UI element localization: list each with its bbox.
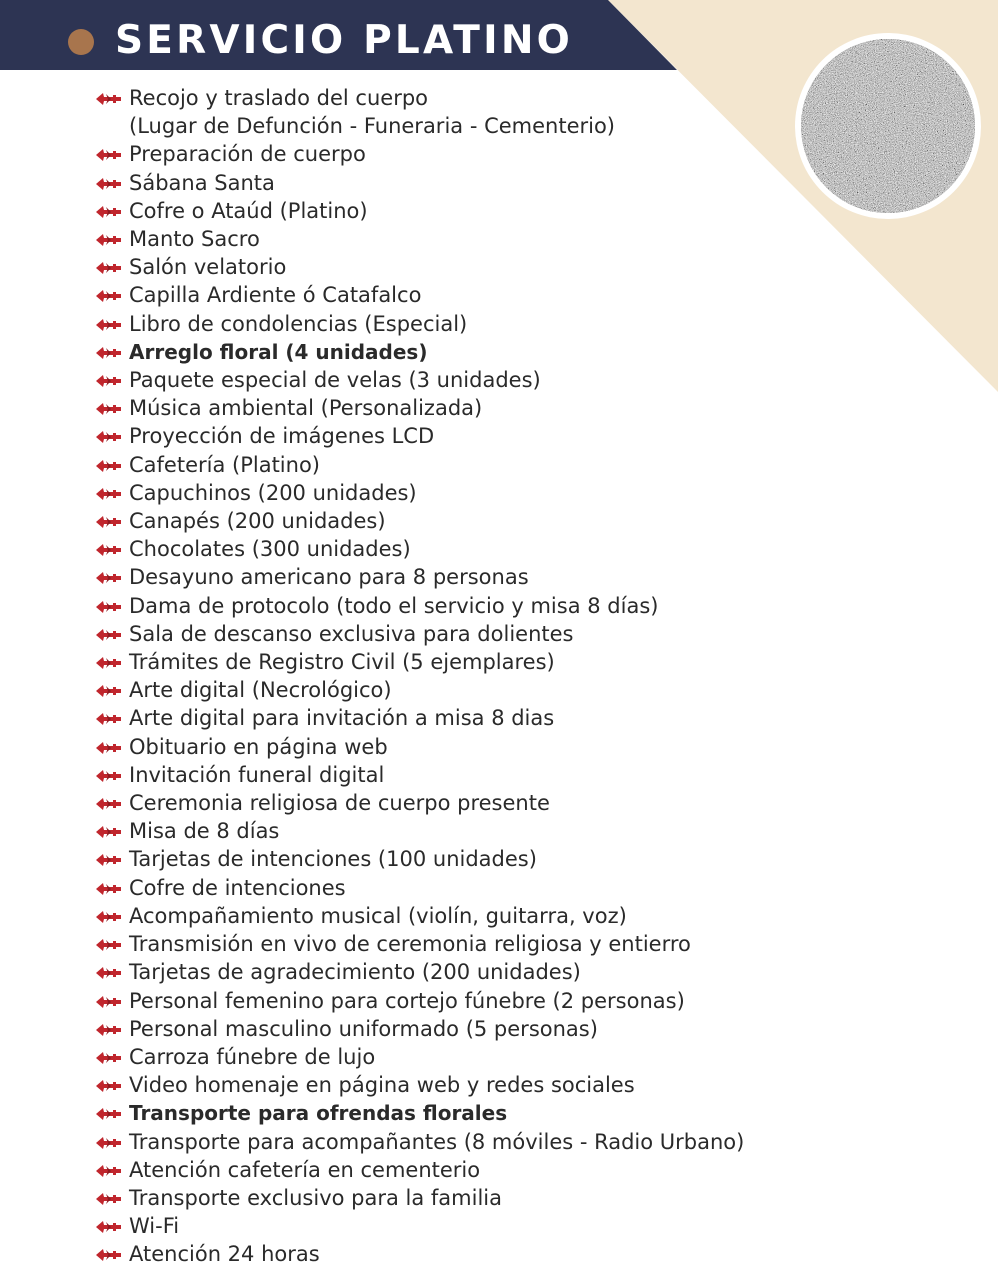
list-item-label: Personal masculino uniformado (5 personas): [129, 1016, 598, 1041]
list-item-label: Capilla Ardiente ó Catafalco: [129, 283, 422, 308]
fleur-arrow-icon: [94, 655, 122, 671]
fleur-arrow-icon: [94, 232, 122, 248]
fleur-arrow-icon: [94, 599, 122, 615]
list-item: [92, 1071, 744, 1099]
list-item-label: Wi-Fi: [129, 1214, 180, 1239]
fleur-arrow-icon: [94, 260, 122, 276]
fleur-arrow-icon: [94, 965, 122, 981]
service-items-list: [92, 84, 744, 1269]
list-item-label: Transmisión en vivo de ceremonia religiosa y entierro: [129, 932, 691, 957]
list-item-label: Obituario en página web: [129, 734, 388, 759]
fleur-arrow-icon: [94, 147, 122, 163]
header-dot-icon: [68, 29, 94, 55]
list-item: [92, 310, 744, 338]
list-item: [92, 1240, 744, 1268]
fleur-arrow-icon: [94, 204, 122, 220]
fleur-arrow-icon: [94, 1050, 122, 1066]
list-item: [92, 1043, 744, 1071]
fleur-arrow-icon: [94, 91, 122, 107]
list-item-label: Sábana Santa: [129, 170, 275, 195]
list-item-label: Música ambiental (Personalizada): [129, 396, 483, 421]
list-item: [92, 958, 744, 986]
list-item: [92, 225, 744, 253]
list-item-label: Acompañamiento musical (violín, guitarra, voz): [129, 903, 627, 928]
list-item-label: Personal femenino para cortejo fúnebre (2 personas): [129, 988, 685, 1013]
list-item-label: Carroza fúnebre de lujo: [129, 1044, 376, 1069]
page-title: SERVICIO PLATINO: [115, 18, 574, 63]
list-item-label: Cofre o Ataúd (Platino): [129, 198, 368, 223]
fleur-arrow-icon: [94, 1106, 122, 1122]
fleur-arrow-icon: [94, 937, 122, 953]
list-item-label: Libro de condolencias (Especial): [129, 311, 468, 336]
list-item: [92, 1156, 744, 1184]
list-item: [92, 817, 744, 845]
list-item: [92, 1212, 744, 1240]
list-item-label: Tarjetas de intenciones (100 unidades): [129, 847, 537, 872]
list-item: [92, 394, 744, 422]
list-item: [92, 140, 744, 168]
list-item: [92, 507, 744, 535]
fleur-arrow-icon: [94, 768, 122, 784]
list-item-label: Preparación de cuerpo: [129, 142, 366, 167]
list-item: [92, 535, 744, 563]
fleur-arrow-icon: [94, 1247, 122, 1263]
fleur-arrow-icon: [94, 317, 122, 333]
list-item-label: Cofre de intenciones: [129, 875, 346, 900]
list-item-label: Atención 24 horas: [129, 1242, 320, 1267]
fleur-arrow-icon: [94, 1022, 122, 1038]
list-item: [92, 733, 744, 761]
fleur-arrow-icon: [94, 627, 122, 643]
list-item-label: Paquete especial de velas (3 unidades): [129, 368, 541, 393]
list-item-label: Manto Sacro: [129, 227, 260, 252]
list-item: [92, 253, 744, 281]
list-item: [92, 874, 744, 902]
fleur-arrow-icon: [94, 176, 122, 192]
fleur-arrow-icon: [94, 401, 122, 417]
list-item-label: Sala de descanso exclusiva para dolientes: [129, 621, 574, 646]
list-item: [92, 987, 744, 1015]
list-item-label: Transporte exclusivo para la familia: [129, 1185, 503, 1210]
list-item-label: Ceremonia religiosa de cuerpo presente: [129, 791, 550, 816]
list-item-label: Atención cafetería en cementerio: [129, 1157, 481, 1182]
list-item-label: Tarjetas de agradecimiento (200 unidades): [129, 960, 581, 985]
list-item: [92, 1099, 744, 1127]
list-item-label: Video homenaje en página web y redes sociales: [129, 1073, 635, 1098]
list-item-label: Capuchinos (200 unidades): [129, 480, 417, 505]
list-item: [92, 451, 744, 479]
list-item: [92, 563, 744, 591]
list-item: [92, 620, 744, 648]
list-item: [92, 338, 744, 366]
list-item: [92, 281, 744, 309]
fleur-arrow-icon: [94, 486, 122, 502]
fleur-arrow-icon: [94, 1078, 122, 1094]
list-item: [92, 930, 744, 958]
fleur-arrow-icon: [94, 373, 122, 389]
list-item-label: Cafetería (Platino): [129, 452, 320, 477]
fleur-arrow-icon: [94, 881, 122, 897]
list-item-label: Salón velatorio: [129, 255, 287, 280]
list-item: [92, 422, 744, 450]
fleur-arrow-icon: [94, 796, 122, 812]
list-item-label: Transporte para acompañantes (8 móviles - Radio Urbano): [129, 1129, 745, 1154]
list-item-label: Desayuno americano para 8 personas: [129, 565, 529, 590]
list-item-label: Trámites de Registro Civil (5 ejemplares): [129, 650, 555, 675]
list-item-label: Arte digital para invitación a misa 8 dias: [129, 706, 555, 731]
fleur-arrow-icon: [94, 852, 122, 868]
list-item-label: Proyección de imágenes LCD: [129, 424, 435, 449]
fleur-arrow-icon: [94, 514, 122, 530]
fleur-arrow-icon: [94, 288, 122, 304]
list-item: [92, 366, 744, 394]
fleur-arrow-icon: [94, 1135, 122, 1151]
fleur-arrow-icon: [94, 542, 122, 558]
list-item: [92, 648, 744, 676]
list-item: [92, 902, 744, 930]
fleur-arrow-icon: [94, 909, 122, 925]
fleur-arrow-icon: [94, 824, 122, 840]
fleur-arrow-icon: [94, 1191, 122, 1207]
fleur-arrow-icon: [94, 711, 122, 727]
list-item-label: Misa de 8 días: [129, 819, 280, 844]
list-item-label: Arte digital (Necrológico): [129, 678, 392, 703]
list-item: [92, 1128, 744, 1156]
fleur-arrow-icon: [94, 994, 122, 1010]
fleur-arrow-icon: [94, 1219, 122, 1235]
list-item-label: Chocolates (300 unidades): [129, 537, 411, 562]
list-item: [92, 479, 744, 507]
fleur-arrow-icon: [94, 345, 122, 361]
list-item: [92, 761, 744, 789]
list-item: [92, 84, 744, 140]
fleur-arrow-icon: [94, 1163, 122, 1179]
list-item-label: Arreglo floral (4 unidades): [129, 339, 428, 364]
silver-texture-emblem: [795, 33, 981, 219]
fleur-arrow-icon: [94, 570, 122, 586]
list-item: [92, 845, 744, 873]
list-item: [92, 1184, 744, 1212]
fleur-arrow-icon: [94, 458, 122, 474]
list-item: [92, 676, 744, 704]
list-item: [92, 789, 744, 817]
list-item: [92, 197, 744, 225]
list-item-sublabel: (Lugar de Defunción - Funeraria - Cementerio): [129, 114, 616, 139]
list-item: [92, 1015, 744, 1043]
list-item-label: Transporte para ofrendas florales: [129, 1101, 508, 1126]
list-item-label: Recojo y traslado del cuerpo: [129, 86, 429, 110]
fleur-arrow-icon: [94, 683, 122, 699]
list-item: [92, 704, 744, 732]
fleur-arrow-icon: [94, 740, 122, 756]
list-item: [92, 169, 744, 197]
list-item-label: Invitación funeral digital: [129, 762, 385, 787]
fleur-arrow-icon: [94, 429, 122, 445]
list-item-label: Dama de protocolo (todo el servicio y misa 8 días): [129, 593, 659, 618]
list-item: [92, 592, 744, 620]
list-item-label: Canapés (200 unidades): [129, 509, 386, 534]
